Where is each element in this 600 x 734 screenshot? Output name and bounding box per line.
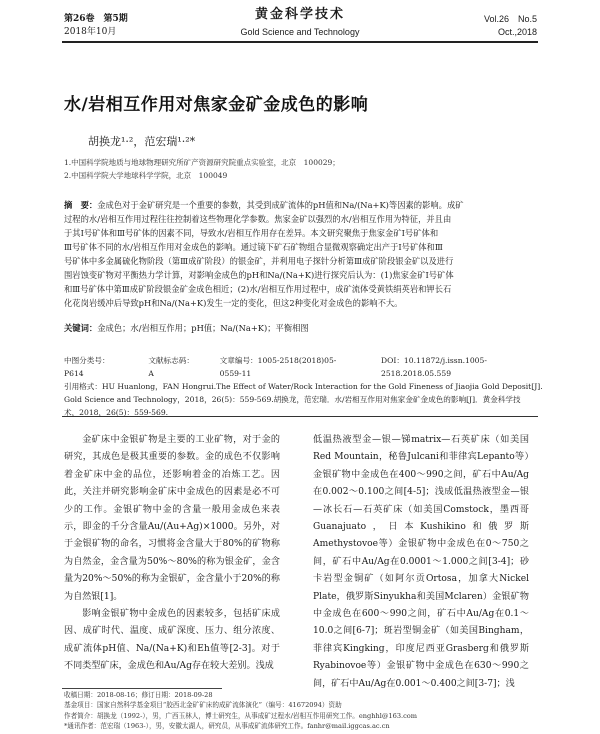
- keywords: [64, 322, 534, 335]
- abstract-line: 于其Ⅰ号矿体和Ⅲ号矿体的因素不同，导致水/岩相互作用存在差异。本文研究聚焦于焦家金矿Ⅰ号矿体和: [64, 228, 439, 238]
- abstract: [64, 198, 534, 310]
- paper-title: 水/岩相互作用对焦家金矿金成色的影响: [64, 95, 369, 115]
- authors: 胡换龙¹·²，范宏瑞¹·²*: [88, 135, 196, 148]
- citation-line: 引用格式：HU Huanlong，FAN Hongrui.The Effect of Water/Rock Interaction for the Gold Fineness of Jiaojia Gold Deposit[J].: [64, 382, 543, 391]
- abstract-line: 围岩蚀变矿物对平衡热力学计算，对影响金成色的pH和Na/(Na+K)进行探究后认为：(1)焦家金矿Ⅰ号矿体: [64, 270, 454, 280]
- article-meta: [64, 354, 544, 419]
- affiliation-1: 1.中国科学院地质与地球物理研究所矿产资源研究院重点实验室，北京 100029；: [64, 158, 340, 167]
- meta-rule: [62, 416, 538, 417]
- affiliation-2: 2.中国科学院大学地球科学学院，北京 100049: [64, 171, 228, 180]
- citation-line: 术，2018，26(5)：559-569.: [64, 408, 169, 417]
- abstract-line: 和Ⅲ号矿体中第Ⅲ成矿阶段银金矿金成色相近；(2)水/岩相互作用过程中，成矿流体受黄铁绢英岩和钾长石: [64, 284, 452, 294]
- body-paragraph: 金矿床中金银矿物是主要的工业矿物，对于金的研究，其成色是极其重要的参数。金的成色不仅影响着金矿床中金的品位，还影响着金的冶炼工艺。因此，关注并研究影响金矿床中金成色的因素是必不可少的工作。金银矿物中金的含量一般用金成色来表示，即金的千分含量Au/(Au+Ag)×1000。另外，对于金银矿物的命名，习惯将金含量大于80%的矿物称为自然金，金含量为50%～80%的称为银金矿，金含量为20%～50%的称为金银矿，金含量小于20%的称为自然银[1]。: [64, 435, 280, 602]
- date-cn: 2018年10月: [64, 27, 117, 37]
- body-paragraph: 影响金银矿物中金成色的因素较多，包括矿床成因、成矿时代、温度、成矿深度、压力、组分浓度、成矿流体pH值、Na/(Na+K)和Eh值等[2-3]。对于不同类型矿床，金成色和Au/Ag存在较大差别。浅成: [64, 609, 280, 672]
- footnote-received: 收稿日期：2018-08-16；修订日期：2018-09-28: [64, 691, 213, 699]
- footnote-rule: [62, 688, 222, 689]
- doi: DOI：10.11872/j.issn.1005-2518.2018.05.559: [381, 356, 487, 378]
- body-column-left: [64, 432, 280, 676]
- abstract-label: 摘 要：: [64, 200, 98, 210]
- abstract-line: Ⅲ号矿体不同的水/岩相互作用对金成色的影响。通过镜下矿石矿物组合显微观察确定出产于Ⅰ号矿体和Ⅲ: [64, 242, 443, 252]
- citation-line: Gold Science and Technology，2018，26(5)：559-569.胡换龙，范宏瑞．水/岩相互作用对焦家金矿金成色的影响[J]．黄金科学技: [64, 395, 521, 404]
- footnote-author: 作者简介：胡换龙（1992-），男，广西玉林人，博士研究生，从事成矿过程水/岩相互作用研究工作。enghhl@163.com: [64, 711, 418, 720]
- body-column-right: [313, 432, 529, 693]
- document-code: 文献标志码：A: [148, 356, 194, 378]
- footnote-corresponding: *通讯作者：范宏瑞（1963-），男，安徽太湖人，研究员，从事成矿流体研究工作。fanhr@mail.iggcas.ac.cn: [64, 722, 390, 731]
- volume-en: Vol.26 No.5: [483, 14, 537, 24]
- keywords-label: 关键词：: [64, 323, 98, 333]
- journal-name-cn: 黄金科学技术: [254, 7, 345, 22]
- header-rule: [62, 41, 538, 43]
- body-paragraph: 低温热液型金—银—锑matrix—石英矿床（如美国Red Mountain，秘鲁Julcani和菲律宾Lepanto等）金银矿物中金成色在400～990之间，矿石中Au/Ag在0.002～0.100之间[4-5]；浅成低温热液型金—银—冰长石—石英矿床（如美国Comstock，墨西哥Guanajuato，日本Kushikino和俄罗斯Amethystovoe等）金银矿物中金成色在0～750之间，矿石中Au/Ag在0.0001～1.000之间[3-4]；砂卡岩型金铜矿（如阿尔贡Ortosa，加拿大Nickel Plate，俄罗斯Sinyukha和美国Mclaren）金银矿物中金成色在600～990之间，矿石中Au/Ag在0.1～10.0之间[6-7]；斑岩型铜金矿（如美国Bingham，菲律宾Kingking，印度尼西亚Grasberg和俄罗斯Ryabinovoe等）金银矿物中金成色在630～990之间，矿石中Au/Ag在0.001～0.400之间[3-7]；浅: [313, 435, 529, 689]
- volume-cn: 第26卷 第5期: [64, 14, 128, 24]
- journal-name-en: Gold Science and Technology: [240, 27, 360, 37]
- abstract-line: 金成色对于金矿研究是一个重要的参数，其受到成矿流体的pH值和Na/(Na+K)等因素的影响。成矿: [97, 200, 464, 210]
- keywords-text: 金成色；水/岩相互作用；pH值；Na/(Na+K)；平衡相图: [97, 323, 309, 333]
- abstract-line: 过程的水/岩相互作用过程往往控制着这些物理化学参数。焦家金矿以强烈的水/岩相互作用为特征，并且由: [64, 214, 452, 224]
- abstract-line: 化花岗岩缓冲后导致pH和Na/(Na+K)发生一定的变化，但这2种变化对金成色的影响不大。: [64, 298, 403, 308]
- footnote-funding: 基金项目：国家自然科学基金项目“胶西北金矿矿床的成矿流体演化”（编号：41672094）资助: [64, 701, 342, 710]
- date-en: Oct.,2018: [497, 27, 537, 37]
- footnotes: [64, 690, 544, 732]
- clc-number: 中图分类号：P614: [64, 356, 110, 378]
- article-number: 文章编号：1005-2518(2018)05-0559-11: [219, 356, 337, 378]
- abstract-line: 号矿体中多金属硫化物阶段（第Ⅲ成矿阶段）的银金矿，并利用电子探针分析第Ⅲ成矿阶段银金矿以及进行: [64, 256, 454, 266]
